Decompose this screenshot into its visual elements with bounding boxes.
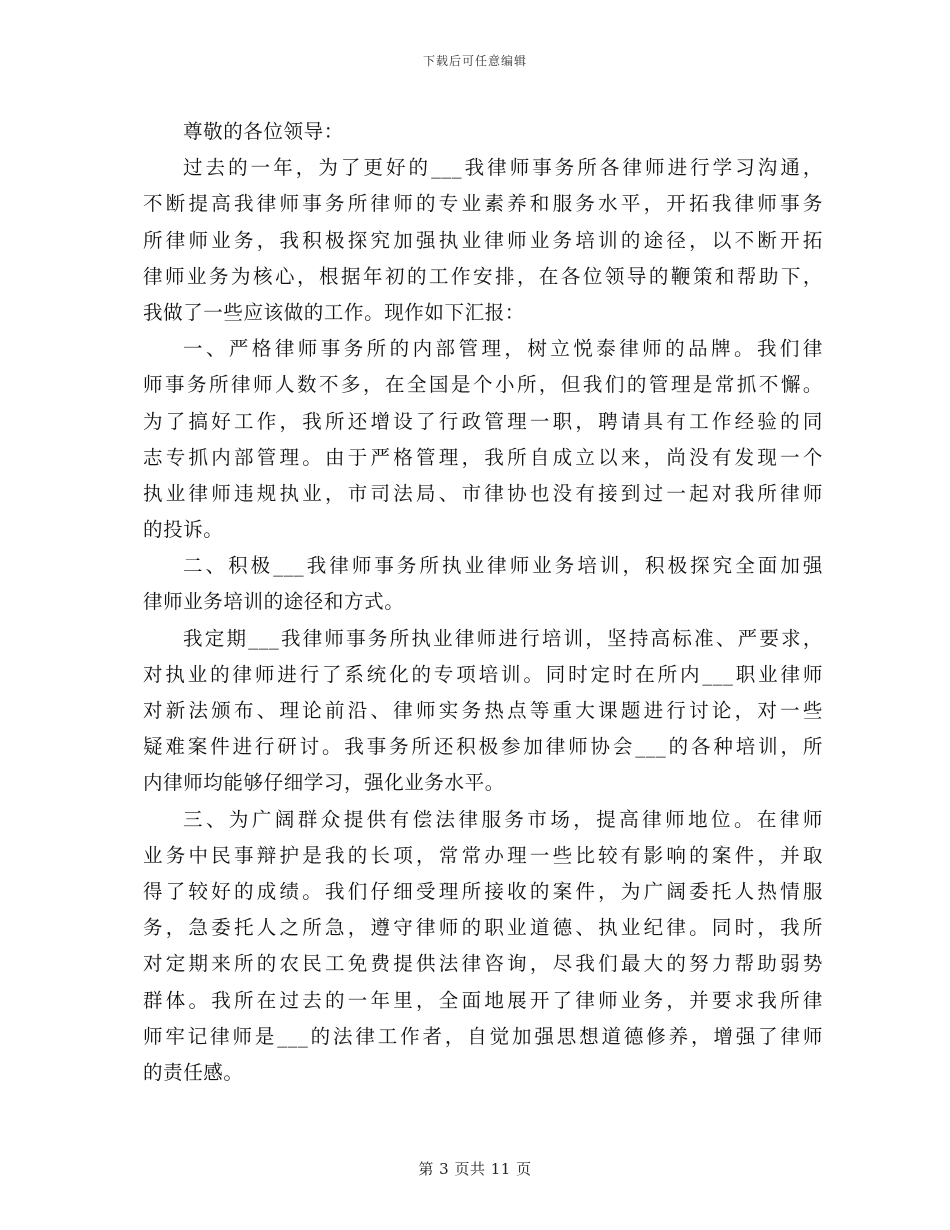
text-line: 的责任感。 <box>143 1060 244 1084</box>
text-line: 三、为广阔群众提供有偿法律服务市场，提高律师地位。在律师 <box>183 807 823 831</box>
text-line: 的投诉。 <box>143 518 224 542</box>
page-number-footer: 第 3 页共 11 页 <box>418 1160 532 1178</box>
text-line: 志专抓内部管理。由于严格管理，我所自成立以来，尚没有发现一个 <box>143 445 823 469</box>
text-line: 为了搞好工作，我所还增设了行政管理一职，聘请具有工作经验的同 <box>143 409 823 433</box>
text-line: 内律师均能够仔细学习，强化业务水平。 <box>143 771 505 795</box>
text-line: 律师业务培训的途径和方式。 <box>143 590 405 614</box>
text-line: 尊敬的各位领导： <box>183 120 344 143</box>
header-note: 下载后可任意编辑 <box>422 54 527 68</box>
text-line: 律师业务为核心，根据年初的工作安排，在各位领导的鞭策和帮助下， <box>143 264 823 288</box>
text-line: 得了较好的成绩。我们仔细受理所接收的案件，为广阔委托人热情服 <box>143 879 823 903</box>
text-line: 不断提高我律师事务所律师的专业素养和服务水平，开拓我律师事务 <box>143 192 823 216</box>
document-body <box>143 114 823 1091</box>
text-line: 执业律师违规执业，市司法局、市律协也没有接到过一起对我所律师 <box>143 481 823 505</box>
text-line: 师牢记律师是___的法律工作者，自觉加强思想道德修养，增强了律师 <box>143 1024 823 1048</box>
text-line: 疑难案件进行研讨。我事务所还积极参加律师协会___的各种培训，所 <box>143 735 823 759</box>
text-line: 所律师业务，我积极探究加强执业律师业务培训的途径，以不断开拓 <box>143 228 823 252</box>
text-line: 业务中民事辩护是我的长项，常常办理一些比较有影响的案件，并取 <box>143 843 823 867</box>
text-line: 对执业的律师进行了系统化的专项培训。同时定时在所内___职业律师 <box>143 662 823 686</box>
text-line: 师事务所律师人数不多，在全国是个小所，但我们的管理是常抓不懈。 <box>143 373 823 397</box>
text-line: 过去的一年，为了更好的___我律师事务所各律师进行学习沟通， <box>183 156 823 180</box>
text-line: 我做了一些应该做的工作。现作如下汇报： <box>143 300 525 324</box>
text-line: 二、积极___我律师事务所执业律师业务培训，积极探究全面加强 <box>183 554 823 578</box>
text-line: 对新法颁布、理论前沿、律师实务热点等重大课题进行讨论，对一些 <box>143 699 823 722</box>
text-line: 对定期来所的农民工免费提供法律咨询，尽我们最大的努力帮助弱势 <box>143 952 823 976</box>
text-line: 我定期___我律师事务所执业律师进行培训，坚持高标准、严要求， <box>183 626 823 650</box>
text-line: 务，急委托人之所急，遵守律师的职业道德、执业纪律。同时，我所 <box>143 916 823 940</box>
text-line: 一、严格律师事务所的内部管理，树立悦泰律师的品牌。我们律 <box>183 337 823 361</box>
text-line: 群体。我所在过去的一年里，全面地展开了律师业务，并要求我所律 <box>143 988 823 1012</box>
